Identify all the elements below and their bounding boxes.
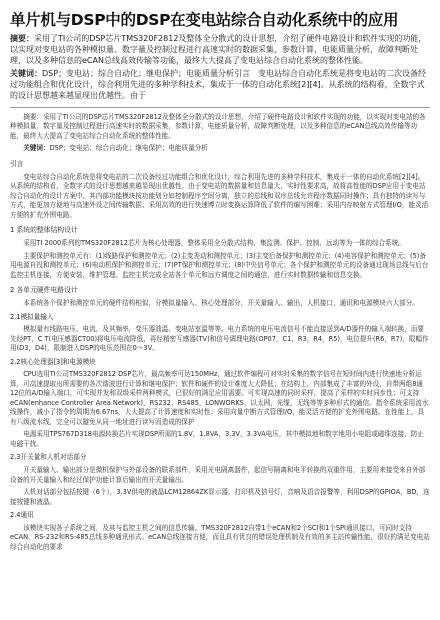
intro-paragraph: 变电站综合自动化系统是将变电站的二次设备经过功能组合和优化设计，综合利用先进的多种学科技术，集成于一体的自动化系统[2][4]。从系统的结构看，全数字式的设计思想越来越显现出优越性。由于变电站的数据量和信息量大，实时性要求高，故将高性能的DSP应用于变电站综合自动化的设计方案中。其内部功能模块按功能划分如控制程序空间分离，独立的总线和双序总线允许程序数据同时操作；具有独特的读写与方式，能更加方便地与高速外设之间传输数据；采用高效的进行快速博立时变换运算降低了软件的编写困难；采用内存映射方式管理I/O，能灵活方便的扩充外围电路。	[10, 172, 429, 219]
heading-section-1: 1 系统的整体结构设计	[10, 226, 78, 235]
heading-section-2-4: 2.4通讯	[10, 511, 34, 520]
heading-section-2-3: 2.3开关量和人机对话部分	[10, 453, 87, 462]
heading-section-2: 2 各单元硬件电路设计	[10, 286, 78, 295]
section-2-2-paragraph-1: CPU选用TI公司TMS320F2812 DSP芯片，最高频率可达150MHz，通过软件编程可对实时采集的数字信号在短时间内进行快速地分析运算，可高速提取出所需要的各次谐波进行计算和继电保护；软件和硬件的设计难度大大降低；在结构上，内部集成了丰富的外设，自带两组8通 12位的A/D输入端口，可实现并发和双级采样两种模式，已很好的满足应用需要。可实现高速的同时采样，提高了采样的实时同步性；可支持eCAN(enhance Controller Area Network)，RS232，RS485，LONWORKS，以太网，光缆，无线等等多种形式的通信。指令系统采用流水线操作，减小了指令的周期为6.67ns，大大提高了计算速度和实时性；采用向量中断方式管理I/O，能灵活方便的扩充外围电路。在性能上，具有八级流水线，完全可以避免从同一地址进行读写而造成的保护	[10, 370, 429, 426]
section-1-paragraph-2: 主要保护和测控单元有：(1)线路保护和测控单元；(2)主变差动和测控单元；(3)主变后备保护和测控单元；(4)电容保护和测控单元；(5)备用电源自投和测控单元；(6)电动机保护和测控单元；(7)PT保护和测控单元；(8)中央信号单元；各个保护和测控单元的设备通过现场总线与后台监控主机连接，方便安装，维护管理。监控主机完成全站各个单元和远方调度之间的通信，进行实时数据传输和信息交换。	[10, 251, 429, 279]
keywords-label: 关键词：	[23, 144, 50, 153]
heading-section-2-2: 2.2核心处理器[3]和电源模块	[10, 357, 96, 366]
heading-intro: 引言	[10, 159, 24, 168]
summary-keywords	[10, 69, 430, 101]
summary-text: 采用了TI公司的DSP芯片TMS320F2812及整体全分散式的设计思想，介绍了硬件电路设计和软件实现的功能，以实现对变电站的各种模拟量、数字量及控制过程进行高速实时的数据采集，参数计算，电能质量分析，故障判断处理，以及多种信息的eCAN总线高效传输等功能，最终大大提高了变电站综合自动化系统的整体性能。	[10, 34, 427, 65]
divider	[10, 107, 430, 108]
summary-label: 摘要：	[10, 34, 34, 43]
article-body	[10, 113, 430, 552]
keywords-text: DSP；变电站；综合自动化；继电保护；电能质量分析	[49, 144, 208, 153]
section-1-paragraph-1: 采用TI 2000系列的TMS320F2812芯片为核心处理器，整体采用全分散式结构，集监测、保护、控制、远动等为一体的综合系统。	[23, 239, 406, 248]
section-2-4-paragraph: 该模块实现各子系统之间，及其与监控主机之间的信息传输。TMS320F2812自带1个eCAN和2个SCI和1个SPI通讯接口，可同时支持eCAN，RS-232和RS-485总线多种通讯形式。eCAN总线连接方便，而且具有优良的错误处理机制及有效的多主站传输性能，很好的满足变电站综合自动化的要求	[10, 523, 430, 551]
summary-block	[10, 34, 430, 102]
summary-tail: 引言 变电站综合自动化系统是将变电站的二次设备经过功能组合和优化设计，综合利用先进的多种学科技术，集成于一体的自动化系统[2][4]。从系统的结构看，全数字式的设计思想越来越显现出优越性。由于	[10, 69, 427, 100]
abstract-paragraph: 摘要：采用了TI公司的DSP芯片TMS320F2812及整体全分散式的设计思想，介绍了硬件电路设计和软件实现的功能，以实现对变电站的各种模拟量、数字量及控制过程进行高速实时的数据采集，参数计算，电能质量分析，故障判断处理，以及多种信息的eCAN总线高效传输等功能，最终大大提高了变电站综合自动化系统的整体性能。	[10, 112, 426, 140]
heading-section-2-1: 2.1模拟量输入	[10, 312, 54, 321]
section-2-3-paragraph-1: 开关量输入、输出部分是微机保护与外部设备的联系部件，采用光电隔离器件，起信号隔离和电平转换的双重作用，主要用来接受来自外部设备的开关量输入和经过保护功能计算后输出的开关量输出。	[10, 466, 426, 484]
summary-keywords-text: DSP；变电站；综合自动化；继电保护；电能质量分析	[42, 69, 235, 79]
document-title: 单片机与DSP中的DSP在变电站综合自动化系统中的应用	[10, 11, 399, 29]
section-2-1-paragraph: 模拟量有线路电压、电流，及其频率，变压器油温、变电站室温等等。电力系统的电压电流信号不能直接送到A/D器件的输入端转换，而要先经PT，C T(电压感器CT00)将电压电流降低，再经精密互感器(TV)和信号调理电路(OP07，C1，R3，R4，R5)，电位提升(R6，R7)，限幅作用(D3，D4)，限制进入DSP的电压范围在0～3V。	[10, 325, 429, 353]
summary-paragraph	[10, 34, 430, 66]
summary-keywords-label: 关键词：	[10, 69, 42, 79]
section-2-paragraph-1: 本系统各个保护和测控单元的硬件结构相似，分模拟量输入、核心处理部分，开关量输入、输出，人机接口，通讯和电源模块六大部分。	[23, 299, 419, 308]
section-2-2-paragraph-2: 电源采用TPS767D318电源转换芯片实现DSP所需的1.8V，1.8VA，3.3V，3.3VA电压，其中模拟地和数字地用小电阻或磁珠连接，防止电磁干扰。	[10, 430, 424, 448]
section-2-3-paragraph-2: 人机对话部分包括按键（6个），3.3V供电的液晶LCM12864ZK显示器，打印机及信号灯，音响及语音报警等，利用DSP的GPIOA，BD，连接按键和液晶。	[10, 488, 430, 506]
keywords-paragraph	[10, 144, 430, 154]
